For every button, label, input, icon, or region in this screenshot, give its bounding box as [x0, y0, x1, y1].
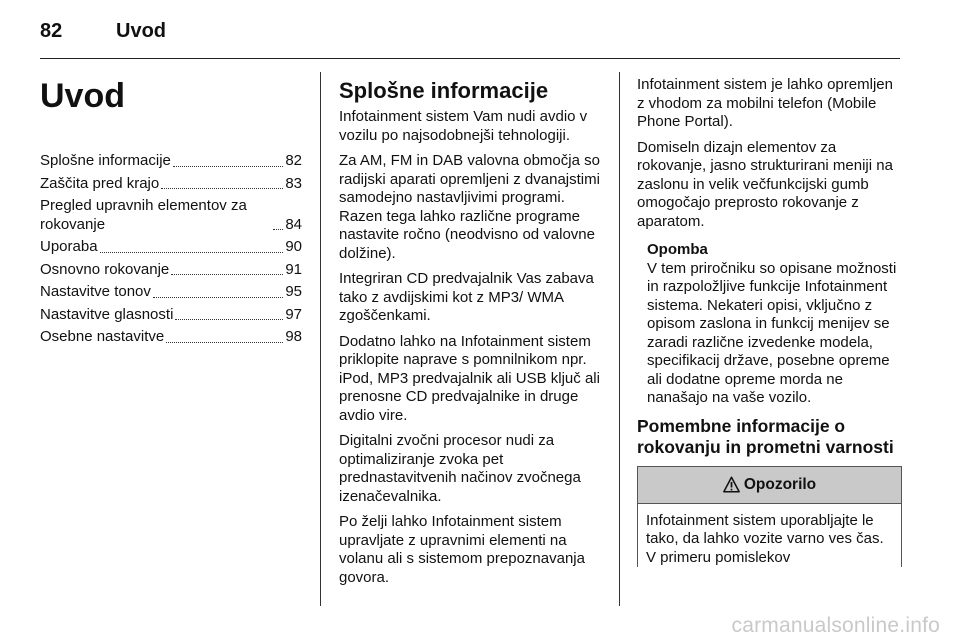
warning-title: Opozorilo	[743, 475, 817, 493]
toc-entry-label: Osebne nastavitve	[40, 328, 165, 345]
paragraph: Integriran CD predvajalnik Vas zabava tako z avdijskimi kot z MP3/ WMA zgoščenkami.	[339, 270, 594, 324]
toc-entry-label: Pregled upravnih elementov za rokovanje	[40, 197, 247, 233]
toc-entry[interactable]	[40, 306, 302, 325]
toc-entry-label: Osnovno rokovanje	[40, 260, 170, 278]
toc-leader	[175, 319, 283, 320]
warning-text: Infotainment sistem uporabljajte le tako, da lahko vozite varno ves čas. V primeru pomislekov	[646, 511, 884, 566]
toc-entry[interactable]	[40, 238, 302, 257]
toc-entry-page: 95	[285, 283, 302, 300]
section-heading: Splošne informacije	[339, 78, 549, 103]
note-text: V tem priročniku so opisane možnosti in razpoložljive funkcije Infotainment sistema. Nekateri opisi, vključno z opisom zaslona in funkcij menijev se zaradi različne izvedenke modela, specifikacij države, posebne opreme ali dodatne opreme morda ne nanašajo na vaše vozilo.	[647, 259, 897, 406]
column-divider-2	[619, 72, 620, 606]
subsection-heading: Pomembne informacije o rokovanju in prometni varnosti	[637, 415, 894, 457]
toc-entry[interactable]	[40, 328, 302, 347]
toc-entry-label: Nastavitve glasnosti	[40, 305, 174, 323]
watermark: carmanualsonline.info	[731, 614, 940, 637]
warning-box	[637, 466, 902, 567]
header-rule	[40, 58, 900, 59]
toc-entry[interactable]	[40, 175, 302, 194]
table-of-contents	[40, 152, 302, 347]
toc-entry[interactable]	[40, 152, 302, 171]
paragraph: Po želji lahko Infotainment sistem upravljate z upravnimi elementi na volanu ali s sistemom prepoznavanja govora.	[339, 513, 585, 586]
note-block	[647, 241, 902, 408]
toc-leader	[171, 274, 283, 275]
paragraph: Digitalni zvočni procesor nudi za optimaliziranje zvoka pet prednastavitvenih načinov zvočnega izenačevalnika.	[339, 432, 581, 505]
paragraph: Za AM, FM in DAB valovna območja so radijski aparati opremljeni z dvanajstimi samodejno nastavljivimi programi. Razen tega lahko različne programe nastavite ročno (neodvisno od valovne dolžine).	[339, 152, 600, 262]
running-title: Uvod	[116, 20, 166, 42]
toc-entry-page: 90	[285, 238, 302, 255]
paragraph: Infotainment sistem je lahko opremljen z vhodom za mobilni telefon (Mobile Phone Portal).	[637, 76, 893, 130]
toc-entry-page: 97	[285, 305, 302, 323]
toc-entry-page: 91	[285, 260, 302, 278]
paragraph: Dodatno lahko na Infotainment sistem priklopite naprave s pomnilnikom npr. iPod, MP3 predvajalnik ali USB ključ ali prenosne CD predvajalnike in druge avdio vire.	[339, 332, 600, 424]
toc-entry[interactable]	[40, 197, 302, 234]
toc-entry-page: 82	[285, 152, 302, 169]
toc-entry-page: 84	[285, 215, 302, 233]
page-header	[40, 14, 900, 54]
toc-entry-page: 83	[285, 174, 302, 192]
paragraph: Domiseln dizajn elementov za rokovanje, jasno strukturirani meniji na zaslonu in velik večfunkcijski gumb omogočajo preprosto rokovanje z aparatom.	[637, 138, 893, 230]
toc-entry-page: 98	[285, 328, 302, 345]
toc-leader	[166, 342, 283, 343]
toc-leader	[100, 252, 284, 253]
toc-entry-label: Nastavitve tonov	[40, 283, 151, 300]
toc-leader	[273, 229, 283, 230]
chapter-title: Uvod	[40, 77, 125, 115]
toc-entry-label: Splošne informacije	[40, 152, 171, 169]
toc-leader	[161, 188, 283, 189]
page-number: 82	[40, 20, 63, 42]
column-2	[339, 70, 604, 594]
column-1	[40, 70, 302, 351]
column-3	[637, 70, 902, 567]
toc-entry-label: Uporaba	[40, 238, 98, 255]
toc-leader	[173, 166, 283, 167]
toc-entry[interactable]	[40, 283, 302, 302]
toc-entry[interactable]	[40, 261, 302, 280]
note-title: Opomba	[647, 241, 708, 258]
toc-entry-label: Zaščita pred krajo	[40, 174, 160, 192]
warning-header	[638, 467, 901, 504]
column-divider-1	[320, 72, 321, 606]
toc-leader	[153, 297, 283, 298]
warning-triangle-icon	[723, 476, 740, 493]
paragraph: Infotainment sistem Vam nudi avdio v vozilu po najsodobnejši tehnologiji.	[339, 108, 588, 144]
